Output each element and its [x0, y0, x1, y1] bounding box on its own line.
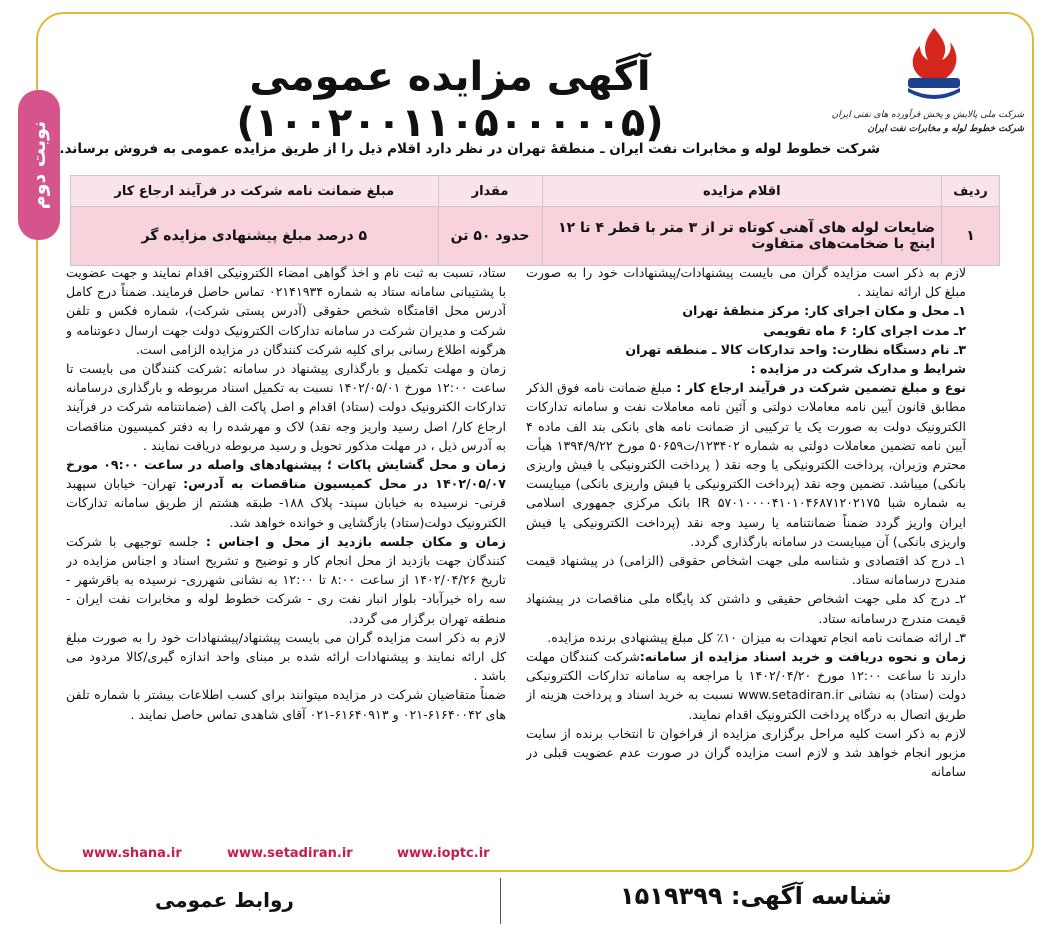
header-row-no: ردیف [942, 176, 1000, 207]
condition-1: ۱ـ درج کد اقتصادی و شناسه ملی جهت اشخاص حقوقی (الزامی) در پیشنهاد قیمت مندرج درسامانه ستاد. [526, 553, 966, 588]
work-duration: ۲ـ مدت اجرای کار: ۶ ماه تقویمی [763, 322, 966, 338]
header-quantity: مقدار [438, 176, 542, 207]
guarantee-heading: نوع و مبلغ تضمین شرکت در فرآیند ارجاع کار : [676, 380, 966, 396]
flame-logo-icon [902, 26, 966, 104]
cell-item: ضایعات لوله های آهنی کوتاه تر از ۳ متر با قطر ۴ تا ۱۲ اینچ با ضخامت‌های متفاوت [542, 207, 942, 266]
footer-divider [500, 878, 501, 924]
supervisor: ۳ـ نام دستگاه نظارت: واحد تدارکات کالا ـ منطقه تهران [625, 341, 966, 357]
table-row [71, 207, 1000, 266]
condition-2: ۲ـ درج کد ملی جهت اشخاص حقیقی و داشتن کد پایگاه ملی مناقصات در پیشنهاد قیمت مندرج درسامانه ستاد. [526, 591, 966, 626]
documents-time-heading: زمان و نحوه دریافت و خرید اسناد مزایده از سامانه: [639, 649, 966, 665]
footer [0, 872, 1050, 936]
condition-3: ۳ـ ارائه ضمانت نامه انجام تعهدات به میزان ۱۰٪ کل مبلغ پیشنهادی برنده مزایده. [547, 629, 966, 645]
left-text-column [66, 263, 506, 868]
publication-round-tab [18, 90, 60, 240]
opening-text: تهران- خیابان سپهبد قرنی- نرسیده به خیابان سپند- پلاک ۱۸۸- طبقه هشتم از طریق سامانه تدارکات الکترونیک دولت(ستاد) بازگشایی و خوانده خواهد شد. [66, 476, 506, 530]
contact-info: ضمناً متقاضیان شرکت در مزایده میتوانند برای کسب اطلاعات بیشتر با شماره تلفن های ۶۱۶۴۰۰۴۲-۰۲۱ و ۶۱۶۴۰۹۱۳-۰۲۱ آقای شاهدی تماس حاصل نمایند . [66, 687, 506, 722]
link-setadiran[interactable]: www.setadiran.ir [227, 846, 353, 861]
ad-identifier: شناسه آگهی: ۱۵۱۹۳۹۹ [620, 882, 892, 910]
header-guarantee: مبلغ ضمانت نامه شرکت در فرآیند ارجاع کار [71, 176, 439, 207]
auction-items-table [70, 175, 1000, 266]
guarantee-text: مبلغ ضمانت نامه فوق الذکر مطابق قانون آیین نامه معاملات دولتی و آئین نامه معاملات نفت و سامانه تدارکات الکترونیک دولت به صورت یک یا ترکیبی از ضمانت نامه های بانکی بند الف ماده ۴ آیین نامه تضمین معاملات دولتی به شماره ۱۲۳۴۰۲/ت۵۰۶۵۹ مورخ ۱۳۹۴/۹/۲۲ هیأت محترم وزیران، پرداخت الکترونیکی یا وجه نقد ( پرداخت الکترونیکی یا فیش واریزی بانکی) میباشد. تضمین وجه نقد (پرداخت الکترونیکی یا فیش واریزی بانکی) میبایست به شماره شبا IR ۵۷۰۱۰۰۰۰۴۱۰۱۰۴۶۸۷۱۲۰۲۱۷۵ بانک مرکزی جمهوری اسلامی ایران واریز گردد ضمناً ضمانتنامه یا رسید وجه نقد (پرداخت الکترونیکی یا فیش واریزی بانکی) آن میبایست در سامانه بارگذاری گردد. [526, 380, 966, 549]
page-title: آگهی مزایده عمومی (۱۰۰۲۰۰۱۱۰۵۰۰۰۰۰۵) [236, 54, 664, 146]
cell-row-no: ۱ [942, 207, 1000, 266]
cell-guarantee: ۵ درصد مبلغ پیشنهادی مزایده گر [71, 207, 439, 266]
work-location: ۱ـ محل و مکان اجرای کار: مرکز منطقۀ تهران [682, 303, 966, 319]
submission-deadline: زمان و مهلت تکمیل و بارگذاری پیشنهاد در سامانه :شرکت کنندگان می بایست تا ساعت ۱۲:۰۰ مورخ ۱۴۰۲/۰۵/۰۱ نسبت به تکمیل اسناد مربوطه و بارگذاری درسامانه تدارکات الکترونیک دولت (ستاد) اقدام و اصل پاکت الف (ضمانتنامه شرکت در فرآیند ارجاع کار/ اصل رسید واریز وجه نقد) لاک و مهرشده را به دفتر کمیسیون مناقصات به آدرس ذیل ، در مهلت مذکور تحویل و رسید مربوطه دریافت نمایند . [66, 361, 506, 453]
visit-heading: زمان و مکان جلسه بازدید از محل و اجناس : [205, 533, 506, 549]
header-item: اقلام مزایده [542, 176, 942, 207]
website-links [82, 846, 502, 864]
visit-text: جلسه توجیهی با شرکت کنندگان جهت بازدید از محل انجام کار و توضیح و تشریح اسناد و اجناس مزایده در تاریخ ۱۴۰۲/۰۴/۲۶ از ساعت ۸:۰۰ تا ۱۲:۰۰ به نشانی شهرری- نرسیده به باقرشهر - سه راه خیرآباد- بلوار انبار نفت ری - شرکت خطوط لوله و مخابرات نفت ایران - منطقه تهران برگزار می گردد. [66, 533, 506, 626]
documents-time-text: شرکت کنندگان مهلت دارند تا ساعت ۱۲:۰۰ مورخ ۱۴۰۲/۰۴/۲۰ با مراجعه به سامانه تدارکات الکترونیکی دولت (ستاد) به نشانی www.setadiran.ir نسبت به خرید اسناد و پرداخت هزینه از طریق اتصال به درگاه پرداخت الکترونیک اقدام نمایند. [526, 649, 966, 722]
company-logo [831, 22, 1024, 142]
logo-line-1: شرکت ملی پالایش و پخش فرآورده های نفتی ایران [831, 110, 1024, 120]
offer-note: لازم به ذکر است مزایده گران می بایست پیشنهادات/پیشنهادات خود را به صورت مبلغ کل ارائه نمایند . [526, 265, 966, 300]
right-text-column [526, 263, 966, 868]
final-note: لازم به ذکر است کلیه مراحل برگزاری مزایده از فراخوان تا انتخاب برنده از سایت مزبور انجام خواهد شد و لازم است مزایده گران در صورت عدم عضویت قبلی در سامانه [526, 725, 966, 780]
link-shana[interactable]: www.shana.ir [82, 846, 182, 861]
public-relations: روابط عمومی [155, 888, 294, 912]
intro-text: شرکت خطوط لوله و مخابرات نفت ایران ـ منطقۀ تهران در نظر دارد اقلام ذیل را از طریق مزایده عمومی به فروش برساند. [59, 141, 880, 157]
publication-round-label: نوبت دوم [28, 120, 50, 210]
conditions-heading: شرایط و مدارک شرکت در مزایده : [750, 361, 966, 377]
offers-note: لازم به ذکر است مزایده گران می بایست پیشنهاد/پیشنهادات خود را به صورت مبلغ کل ارائه نمایند و پیشنهادات ارائه شده بر مبنای واحد اندازه گیری/کالا مردود می باشد . [66, 629, 506, 684]
cell-quantity: حدود ۵۰ تن [438, 207, 542, 266]
registration-text: ستاد، نسبت به ثبت نام و اخذ گواهی امضاء الکترونیکی اقدام نمایند و جهت عضویت با پشتیبانی سامانه ستاد به شماره ۰۲۱۴۱۹۳۴ تماس حاصل فرمایند. ضمناً درج کامل آدرس محل اقامتگاه شخص حقوقی (آدرس پستی شرکت)، شماره فکس و تلفن شرکت و مدیران شرکت در سامانه تدارکات الکترونیک دولت جهت ارسال دعوتنامه و هرگونه اطلاع رسانی برای کلیه شرکت کنندگان در مزایده الزامی است. [66, 265, 506, 357]
link-ioptc[interactable]: www.ioptc.ir [397, 846, 490, 861]
opening-heading: زمان و محل گشایش پاکات ؛ پیشنهادهای واصله در ساعت ۰۹:۰۰ مورخ ۱۴۰۲/۰۵/۰۷ در محل کمیسیون مناقصات به آدرس: [66, 457, 506, 492]
logo-line-2: شرکت خطوط لوله و مخابرات نفت ایران [867, 124, 1024, 134]
table-header-row [71, 176, 1000, 207]
